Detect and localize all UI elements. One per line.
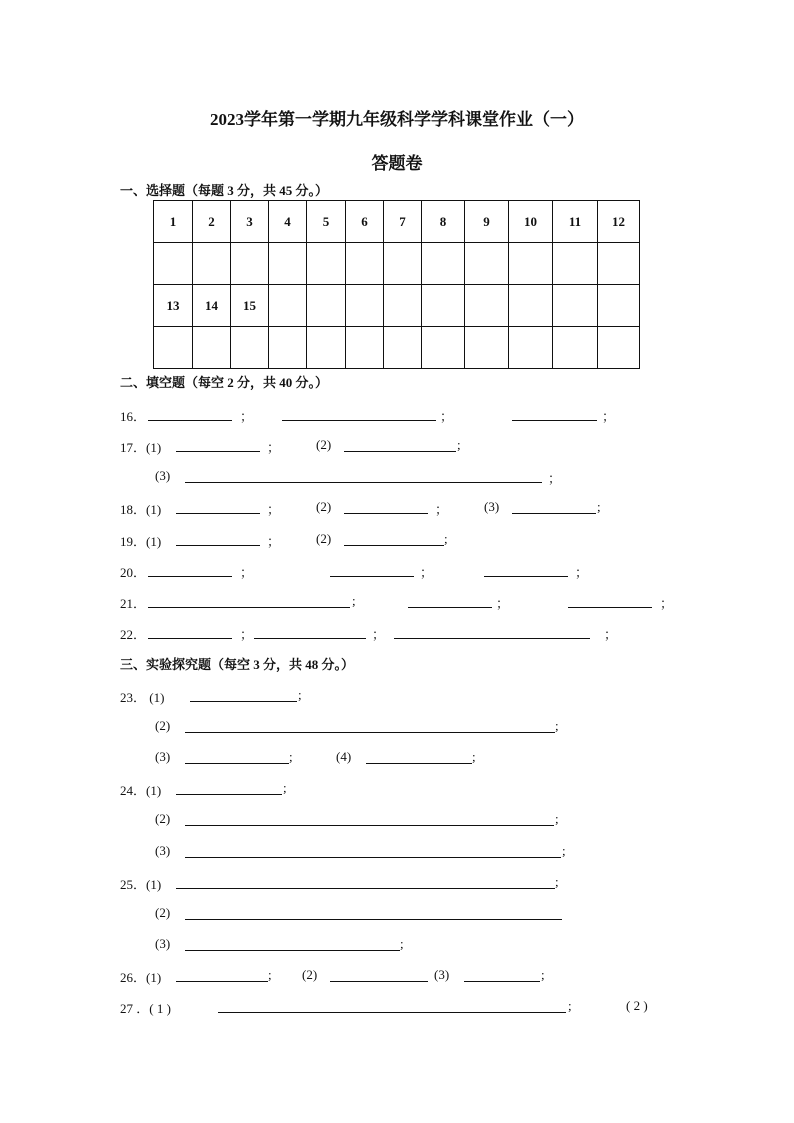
answer-cell[interactable] (346, 243, 384, 285)
part-label: (2) (316, 437, 332, 452)
part-label: (3) (434, 967, 450, 982)
question-number (307, 285, 346, 327)
question-label: 20． (120, 565, 147, 580)
separator: ; (283, 780, 287, 795)
separator: ; (457, 437, 461, 452)
answer-cell[interactable] (422, 243, 465, 285)
answer-cell[interactable] (598, 327, 640, 369)
answer-blank[interactable] (185, 732, 555, 733)
question-number-row (154, 201, 640, 243)
answer-blank[interactable] (218, 1012, 566, 1013)
part-label: (2) (155, 811, 171, 826)
answer-blank[interactable] (176, 513, 260, 514)
question-label: 27 ．( 1 ) (120, 1001, 171, 1016)
question-number (553, 285, 598, 327)
answer-blank[interactable] (254, 638, 366, 639)
question-number (346, 285, 384, 327)
answer-blank[interactable] (408, 607, 492, 608)
answer-cell[interactable] (465, 243, 509, 285)
separator: ； (240, 409, 254, 424)
answer-cell[interactable] (384, 243, 422, 285)
part-label: (2) (316, 499, 332, 514)
question-number: 1 (154, 201, 193, 243)
answer-cell[interactable] (307, 243, 346, 285)
separator: ； (240, 627, 254, 642)
separator: ; (562, 843, 566, 858)
part-label: ( 2 ) (626, 998, 648, 1013)
answer-blank[interactable] (176, 794, 282, 795)
answer-blank[interactable] (148, 638, 232, 639)
part-label: (3) (155, 468, 171, 483)
separator: ; (541, 967, 545, 982)
answer-cell[interactable] (509, 243, 553, 285)
question-number (598, 285, 640, 327)
section-heading-experiment: 三、实验探究题（每空 3 分，共 48 分。） (120, 657, 355, 672)
question-number: 13 (154, 285, 193, 327)
answer-cell[interactable] (465, 327, 509, 369)
answer-blank[interactable] (148, 607, 350, 608)
answer-grid (153, 200, 640, 369)
question-label: 17．(1) (120, 440, 162, 455)
question-number: 6 (346, 201, 384, 243)
answer-blank[interactable] (176, 451, 260, 452)
answer-blank[interactable] (282, 420, 436, 421)
answer-blank[interactable] (344, 545, 444, 546)
part-label: (3) (155, 749, 171, 764)
separator: ； (372, 627, 386, 642)
question-number: 5 (307, 201, 346, 243)
page-subtitle: 答题卷 (371, 154, 423, 173)
part-label: (2) (155, 718, 171, 733)
answer-blank[interactable] (484, 576, 568, 577)
question-number (384, 285, 422, 327)
separator: ; (555, 811, 559, 826)
separator: ； (440, 409, 454, 424)
separator: ; (597, 499, 601, 514)
separator: ； (660, 596, 674, 611)
section-heading-fill: 二、填空题（每空 2 分，共 40 分。） (120, 375, 329, 390)
separator: ； (267, 440, 281, 455)
question-label: 25．(1) (120, 877, 162, 892)
question-label: 19．(1) (120, 534, 162, 549)
question-number: 14 (193, 285, 231, 327)
question-number: 15 (231, 285, 269, 327)
answer-cell[interactable] (193, 327, 231, 369)
answer-cell[interactable] (154, 327, 193, 369)
answer-blank[interactable] (185, 482, 542, 483)
answer-blank[interactable] (185, 825, 554, 826)
answer-blank[interactable] (394, 638, 590, 639)
part-label: (2) (302, 967, 318, 982)
question-number: 4 (269, 201, 307, 243)
separator: ; (444, 531, 448, 546)
question-number: 11 (553, 201, 598, 243)
answer-cell[interactable] (553, 327, 598, 369)
section-heading-choice: 一、选择题（每题 3 分，共 45 分。） (120, 183, 329, 198)
separator: ; (555, 718, 559, 733)
separator: ； (420, 565, 434, 580)
question-label: 18．(1) (120, 502, 162, 517)
separator: ; (298, 687, 302, 702)
question-label: 21． (120, 596, 147, 611)
part-label: (3) (155, 936, 171, 951)
answer-blank[interactable] (568, 607, 652, 608)
separator: ; (352, 593, 356, 608)
question-number (269, 285, 307, 327)
separator: ； (267, 502, 281, 517)
answer-blank[interactable] (330, 981, 428, 982)
question-label: 23． (1) (120, 690, 165, 705)
answer-cell[interactable] (422, 327, 465, 369)
answer-cell[interactable] (346, 327, 384, 369)
answer-cell[interactable] (598, 243, 640, 285)
answer-cell[interactable] (269, 243, 307, 285)
separator: ； (435, 502, 449, 517)
answer-blank[interactable] (185, 763, 289, 764)
separator: ; (568, 998, 572, 1013)
answer-blank[interactable] (344, 451, 456, 452)
question-label: 26．(1) (120, 970, 162, 985)
answer-blank[interactable] (148, 420, 232, 421)
separator: ； (548, 471, 562, 486)
question-number (509, 285, 553, 327)
answer-cell[interactable] (307, 327, 346, 369)
answer-blank[interactable] (185, 919, 562, 920)
answer-blank[interactable] (176, 888, 555, 889)
separator: ; (400, 936, 404, 951)
answer-blank[interactable] (344, 513, 428, 514)
page-title: 2023学年第一学期九年级科学学科课堂作业（一） (210, 110, 584, 129)
separator: ; (268, 967, 272, 982)
answer-blank[interactable] (185, 857, 561, 858)
answer-blank[interactable] (190, 701, 297, 702)
question-number: 12 (598, 201, 640, 243)
separator: ； (575, 565, 589, 580)
part-label: (2) (316, 531, 332, 546)
part-label: (3) (484, 499, 500, 514)
answer-blank[interactable] (512, 420, 597, 421)
answer-cell[interactable] (384, 327, 422, 369)
question-number (422, 285, 465, 327)
answer-blank[interactable] (330, 576, 414, 577)
question-number: 7 (384, 201, 422, 243)
answer-row (154, 243, 640, 285)
separator: ； (240, 565, 254, 580)
question-label: 22． (120, 627, 147, 642)
answer-cell[interactable] (154, 243, 193, 285)
question-number: 2 (193, 201, 231, 243)
answer-row (154, 327, 640, 369)
question-number-row (154, 285, 640, 327)
part-label: (3) (155, 843, 171, 858)
separator: ； (602, 409, 616, 424)
separator: ; (555, 874, 559, 889)
separator: ； (604, 627, 618, 642)
part-label: (2) (155, 905, 171, 920)
answer-cell[interactable] (269, 327, 307, 369)
answer-cell[interactable] (231, 243, 269, 285)
question-number (465, 285, 509, 327)
answer-blank[interactable] (176, 981, 268, 982)
answer-blank[interactable] (366, 763, 472, 764)
question-number: 10 (509, 201, 553, 243)
question-number: 9 (465, 201, 509, 243)
part-label: (4) (336, 749, 352, 764)
answer-blank[interactable] (464, 981, 540, 982)
answer-cell[interactable] (231, 327, 269, 369)
answer-blank[interactable] (176, 545, 260, 546)
answer-blank[interactable] (185, 950, 400, 951)
answer-cell[interactable] (193, 243, 231, 285)
separator: ； (496, 596, 510, 611)
question-label: 16． (120, 409, 147, 424)
separator: ; (472, 749, 476, 764)
answer-cell[interactable] (509, 327, 553, 369)
answer-cell[interactable] (553, 243, 598, 285)
separator: ； (267, 534, 281, 549)
question-label: 24．(1) (120, 783, 162, 798)
separator: ; (289, 749, 293, 764)
answer-blank[interactable] (148, 576, 232, 577)
question-number: 3 (231, 201, 269, 243)
answer-blank[interactable] (512, 513, 596, 514)
question-number: 8 (422, 201, 465, 243)
